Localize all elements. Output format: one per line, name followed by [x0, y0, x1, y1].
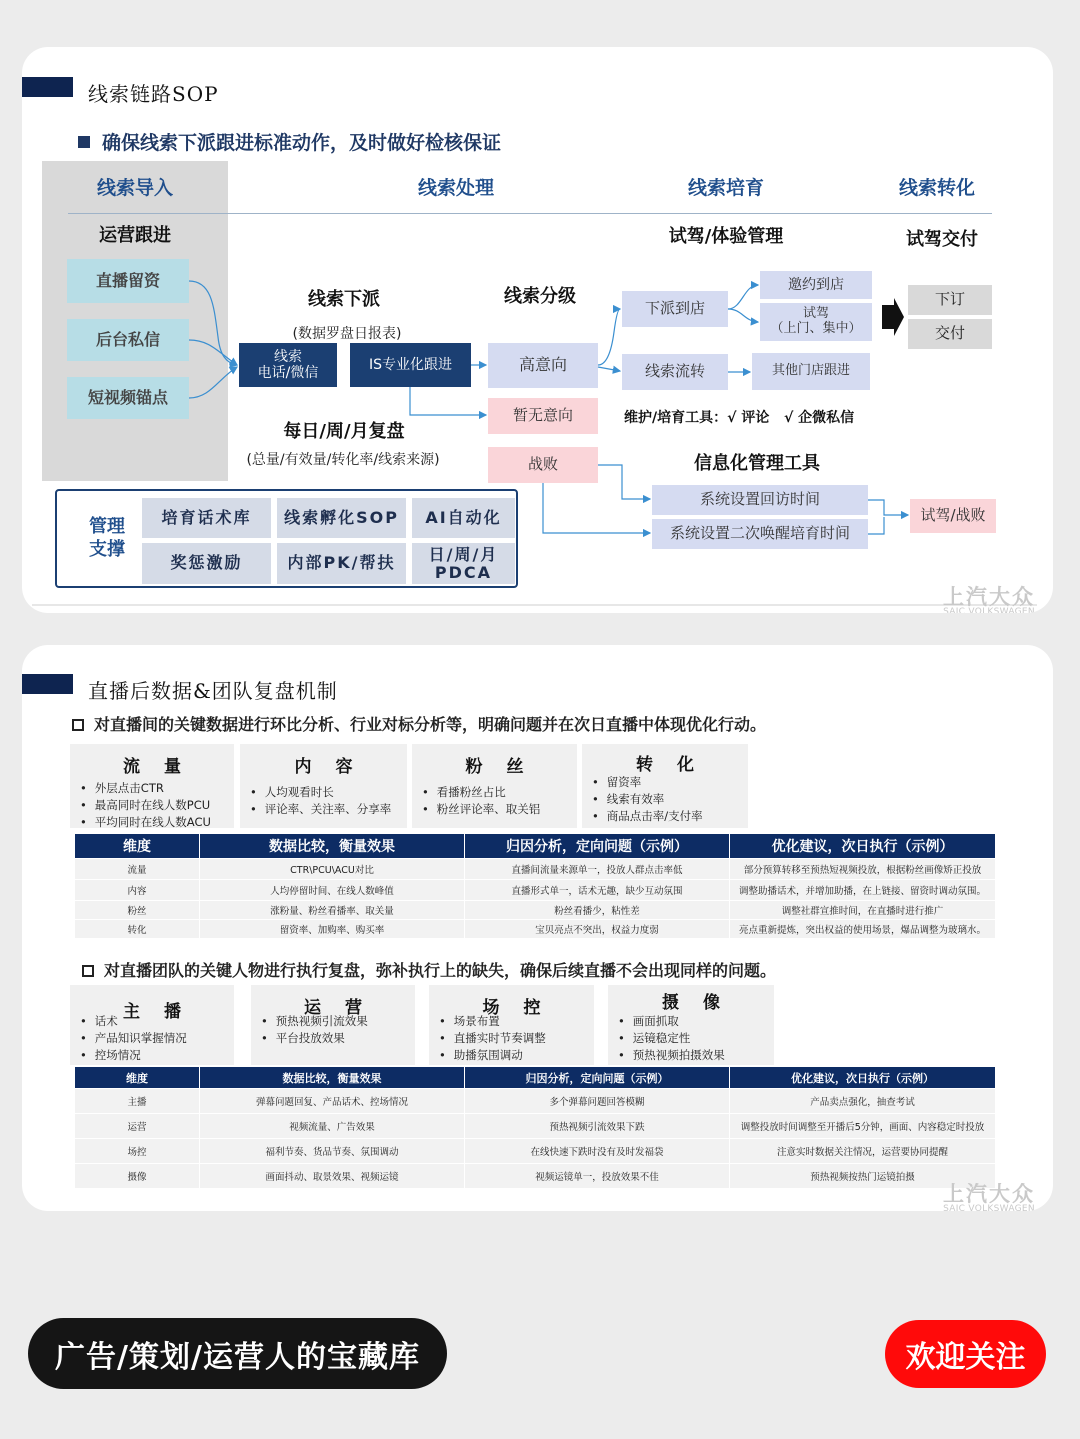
mgmt-label: 管理 支撑: [89, 515, 125, 560]
result-box: 试驾/战败: [910, 499, 996, 533]
lead-box: 线索 电话/微信: [239, 343, 337, 387]
metric-card-conversion: 转化 • 留资率 • 线索有效率 • 商品点击率/支付率: [582, 744, 748, 828]
lead-transfer: 线索流转: [622, 354, 728, 390]
table-row: 场控 福利节奏、货品节奏、氛围调动 在线快速下跌时没有及时发福袋 注意实时数据关注情况，运营要协同提醒: [75, 1139, 996, 1164]
test-drive-mgmt-title: 试驾/体验管理: [668, 225, 784, 247]
mgmt-ai-automation: AI自动化: [412, 498, 515, 538]
delivery-title: 试驾交付: [906, 228, 978, 250]
table-row: 流量 CTR\PCU\ACU对比 直播间流量来源单一，投放人群点击率低 部分预算转移至预热短视频投放，根据粉丝画像矫正投放: [75, 859, 996, 880]
mgmt-incentive: 奖惩激励: [142, 543, 271, 584]
review-note: (总量/有效量/转化率/线索来源): [246, 451, 440, 468]
role-card-camera: 摄像 • 画面抓取 • 运镜稳定性 • 预热视频拍摄效果: [608, 985, 774, 1065]
mgmt-script-library: 培育话术库: [142, 498, 271, 538]
metric-card-traffic: 流量 • 外层点击CTR • 最高同时在线人数PCU • 平均同时在线人数ACU: [70, 744, 234, 828]
table-row: 主播 弹幕问题回复、产品话术、控场情况 多个弹幕问题回答模糊 产品卖点强化，抽查考试: [75, 1089, 996, 1114]
sys-revisit-time: 系统设置回访时间: [652, 485, 868, 515]
table-row: 粉丝 涨粉量、粉丝看播率、取关量 粉丝看播少，粘性差 调整社群宣推时间，在直播时进行推广: [75, 901, 996, 920]
phase-convert: 线索转化: [898, 177, 975, 200]
grade-none: 暂无意向: [488, 398, 598, 434]
data-review-subtitle: 对直播间的关键数据进行环比分析、行业对标分析等，明确问题并在次日直播中体现优化行动。: [72, 712, 766, 735]
col-compare: 数据比较，衡量效果: [200, 834, 465, 859]
grade-title: 线索分级: [504, 285, 576, 307]
big-arrow-icon: [882, 298, 904, 336]
tools-note: 维护/培育工具：√ 评论 √ 企微私信: [624, 410, 855, 426]
is-followup-box: IS专业化跟进: [350, 343, 471, 387]
dispatch-note: (数据罗盘日报表): [292, 325, 402, 342]
follow-button[interactable]: 欢迎关注: [885, 1320, 1046, 1388]
deliver-box: 交付: [908, 319, 992, 349]
grade-high: 高意向: [488, 343, 598, 388]
role-card-ops: 运营 • 预热视频引流效果 • 平台投放效果: [251, 985, 415, 1065]
data-review-table: [74, 833, 996, 939]
checkbox-square-icon: [72, 719, 84, 731]
col-suggestion: 优化建议，次日执行（示例）: [730, 834, 996, 859]
grade-lost: 战败: [488, 447, 598, 483]
dispatch-title: 线索下派: [308, 288, 380, 310]
test-drive-box: 试驾 （上门、集中）: [760, 303, 872, 341]
ops-title: 运营跟进: [99, 224, 171, 246]
info-tools-title: 信息化管理工具: [694, 452, 820, 474]
phase-process: 线索处理: [417, 177, 494, 200]
title-bar: [22, 674, 73, 694]
role-card-control: 场控 • 场景布置 • 直播实时节奏调整 • 助播氛围调动: [429, 985, 594, 1065]
table-row: 内容 人均停留时间、在线人数峰值 直播形式单一，话术无趣，缺少互动氛围 调整助播话术，并增加助播，在上链接、留资时调动氛围。: [75, 880, 996, 901]
col-attribution: 归因分析，定向问题（示例）: [465, 1067, 730, 1089]
phase-nurture: 线索培育: [687, 177, 764, 200]
col-compare: 数据比较，衡量效果: [200, 1067, 465, 1089]
sys-rewake-time: 系统设置二次唤醒培育时间: [652, 519, 868, 549]
section-title: 线索链路SOP: [88, 82, 219, 106]
metric-card-content: 内容 • 人均观看时长 • 评论率、关注率、分享率: [240, 744, 407, 828]
col-attribution: 归因分析，定向问题（示例）: [465, 834, 730, 859]
mgmt-pdca: 日/周/月 PDCA: [412, 543, 515, 584]
col-dimension: 维度: [75, 834, 200, 859]
saic-vw-logo: 上汽大众 SAIC VOLKSWAGEN: [943, 1183, 1035, 1211]
section-title: 直播后数据&团队复盘机制: [88, 679, 338, 703]
source-short-video: 短视频锚点: [67, 377, 189, 419]
invite-store: 邀约到店: [760, 271, 872, 299]
order-box: 下订: [908, 285, 992, 315]
role-card-host: 主播 • 话术 • 产品知识掌握情况 • 控场情况: [70, 985, 234, 1065]
phase-import: 线索导入: [96, 177, 173, 200]
section-subtitle: 确保线索下派跟进标准动作，及时做好检核保证: [78, 128, 501, 155]
source-dm: 后台私信: [67, 319, 189, 361]
checkbox-square-icon: [82, 965, 94, 977]
mgmt-internal-pk: 内部PK/帮扶: [277, 543, 406, 584]
footer-banner: 广告/策划/运营人的宝藏库: [28, 1318, 447, 1389]
other-store: 其他门店跟进: [752, 353, 870, 390]
table-row: 运营 视频流量、广告效果 预热视频引流效果下跌 调整投放时间调整至开播后5分钟，画面、内容稳定时投放: [75, 1114, 996, 1139]
mgmt-incubation-sop: 线索孵化SOP: [277, 498, 406, 538]
team-review-subtitle: 对直播团队的关键人物进行执行复盘，弥补执行上的缺失，确保后续直播不会出现同样的问题。: [82, 958, 776, 981]
col-suggestion: 优化建议，次日执行（示例）: [730, 1067, 996, 1089]
col-dimension: 维度: [75, 1067, 200, 1089]
source-live: 直播留资: [67, 259, 189, 303]
review-title: 每日/周/月复盘: [283, 420, 405, 442]
metric-card-fans: 粉丝 • 看播粉丝占比 • 粉丝评论率、取关铝: [412, 744, 577, 828]
dispatch-store: 下派到店: [622, 291, 728, 327]
table-row: 摄像 画面抖动、取景效果、视频运镜 视频运镜单一，投放效果不佳 预热视频按热门运镜拍摄: [75, 1164, 996, 1189]
team-review-table: [74, 1066, 996, 1189]
lead-sop-card: [22, 47, 1053, 613]
live-review-card: [22, 645, 1053, 1211]
table-row: 转化 留资率、加购率、购买率 宝贝亮点不突出，权益力度弱 亮点重新提炼，突出权益的使用场景，爆品调整为玻璃水。: [75, 920, 996, 939]
saic-vw-logo: 上汽大众 SAIC VOLKSWAGEN: [943, 585, 1035, 613]
